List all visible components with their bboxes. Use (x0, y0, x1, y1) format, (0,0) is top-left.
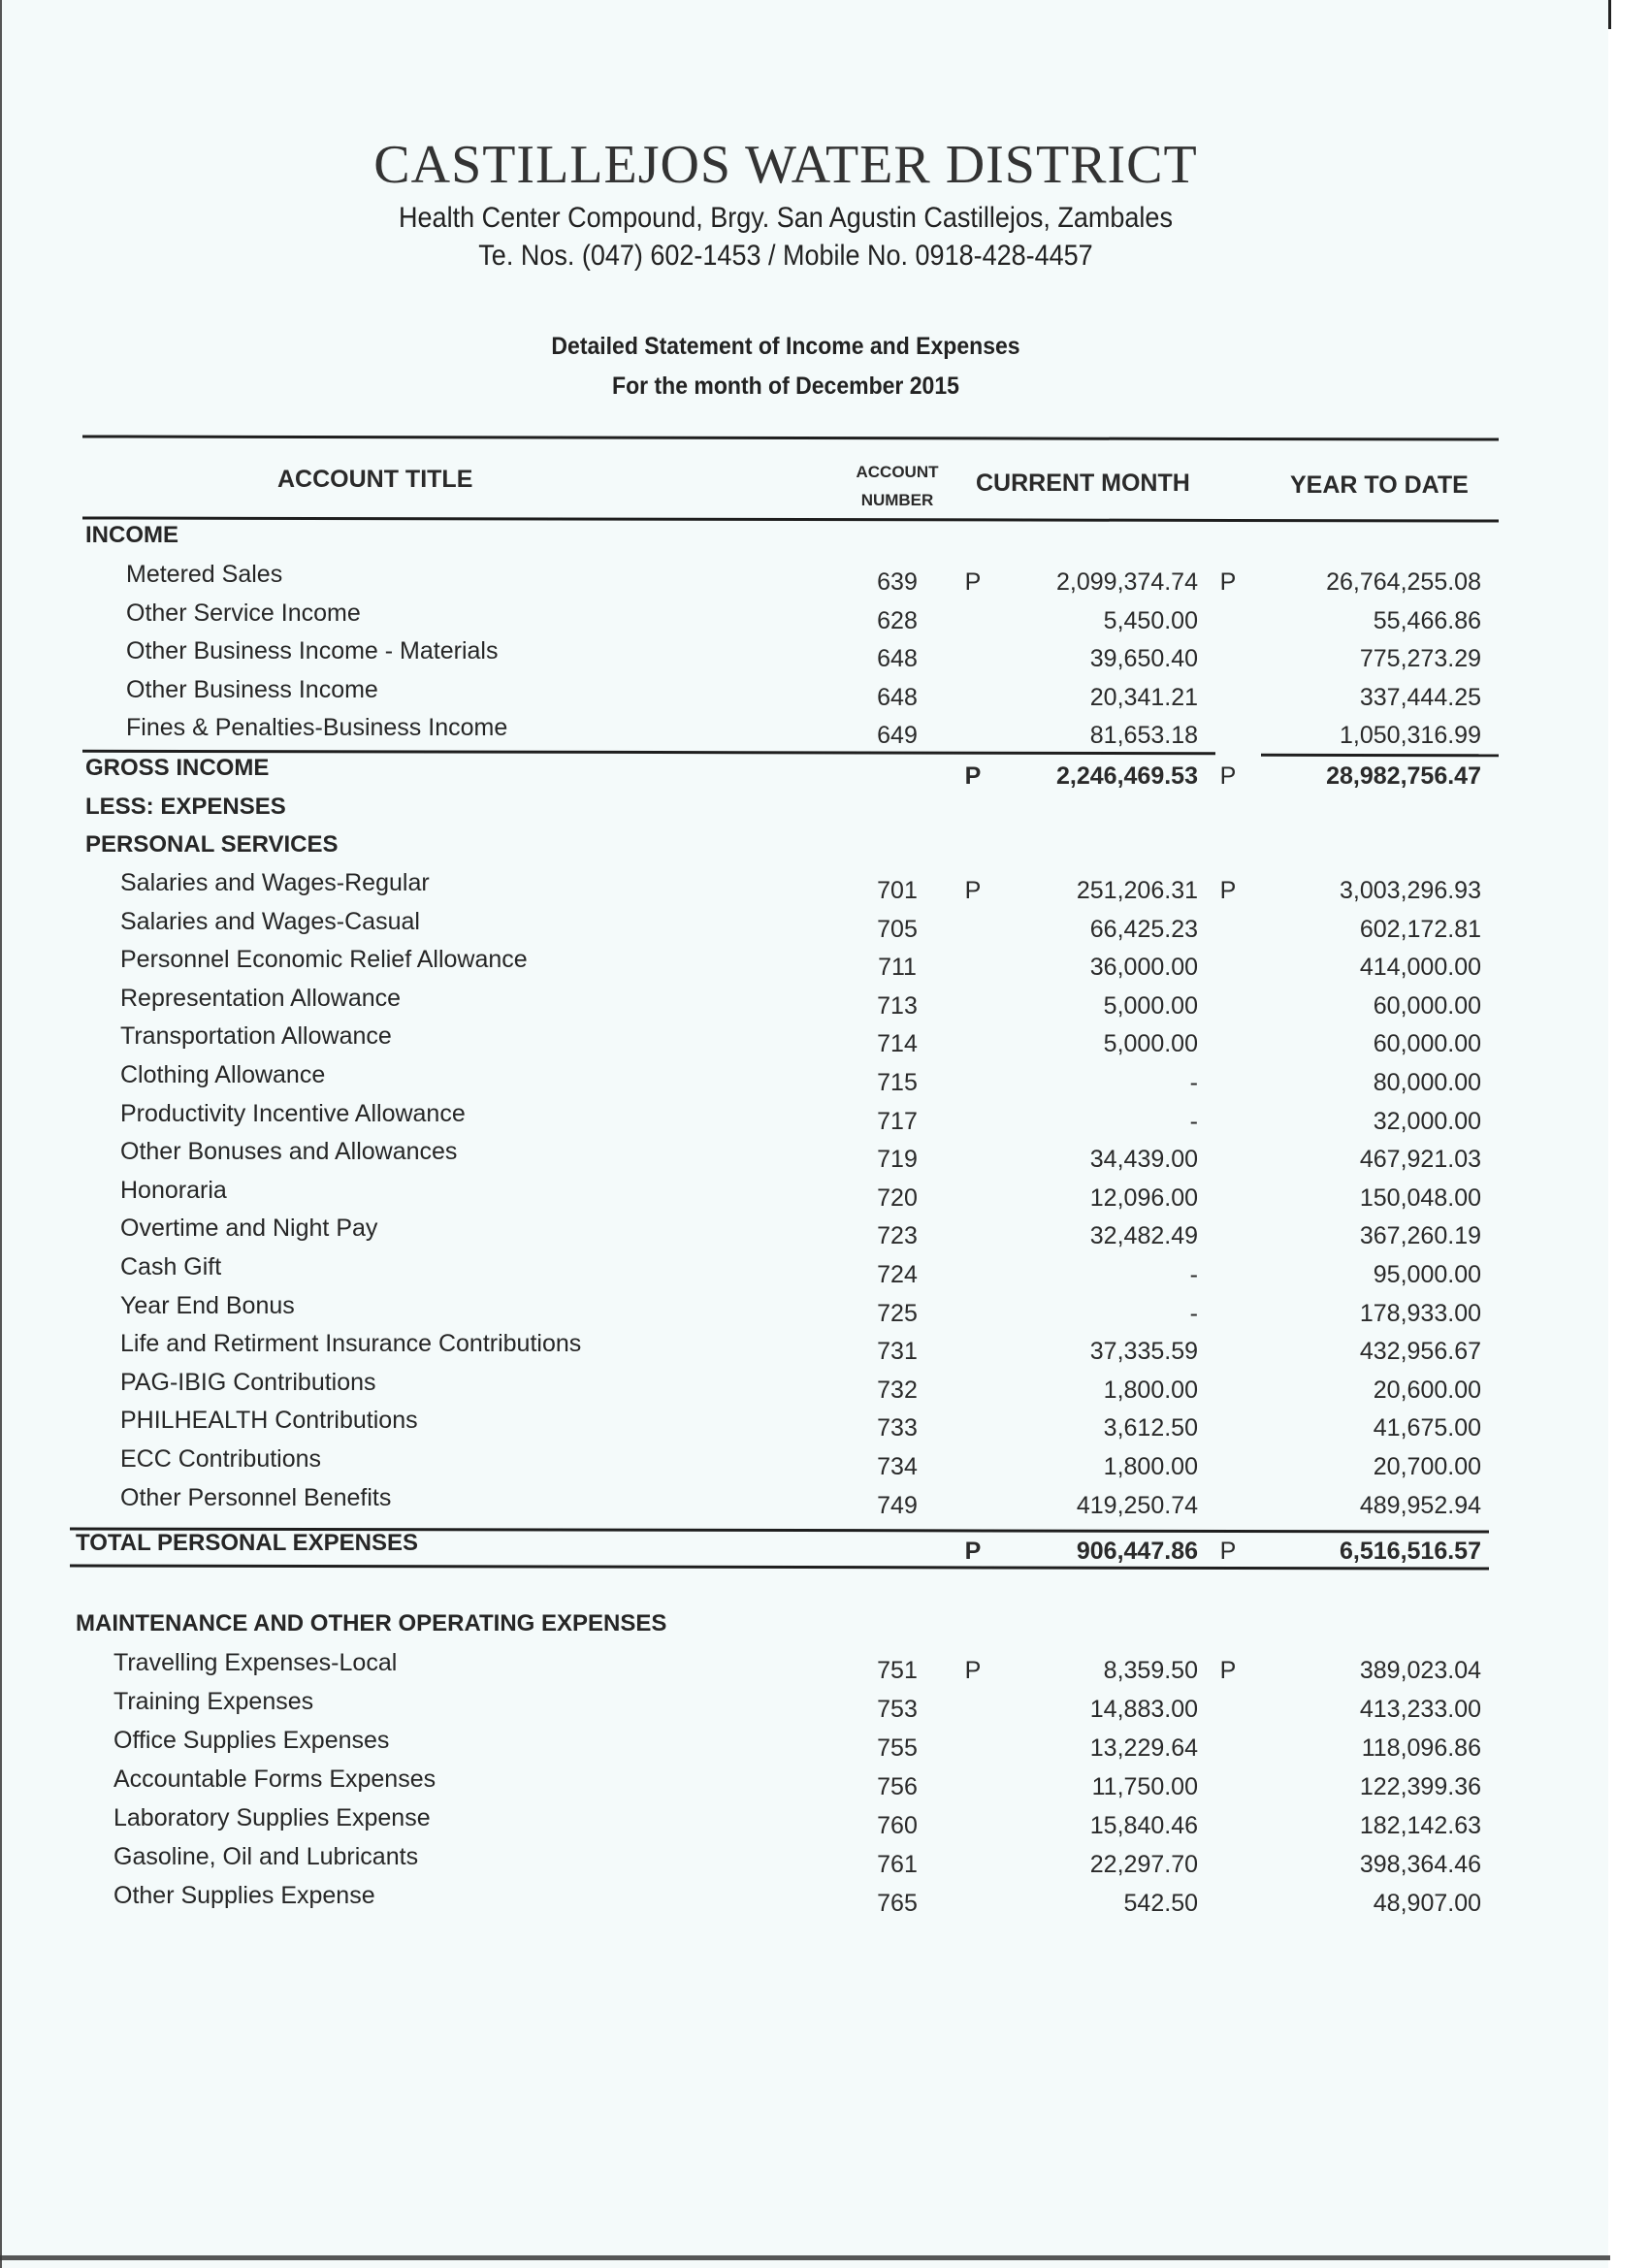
account-number: 761 (877, 1851, 918, 1878)
account-number: 760 (877, 1812, 918, 1839)
section-personal-services-row (0, 831, 1610, 870)
organization-contact: Te. Nos. (047) 602-1453 / Mobile No. 0918-428-4457 (478, 240, 1093, 272)
table-row (0, 1882, 1610, 1921)
total-personal-expenses-year-to-date: 6,516,516.57 (1340, 1538, 1481, 1565)
account-number: 714 (877, 1030, 918, 1058)
account-title: Honoraria (120, 1176, 227, 1204)
table-row (0, 869, 1610, 908)
column-header-account-number-line1: ACCOUNT (856, 463, 939, 481)
year-to-date-amount: 122,399.36 (1359, 1773, 1481, 1800)
currency-marker: P (1219, 568, 1237, 596)
account-title: Other Business Income (126, 675, 378, 703)
currency-marker: P (1219, 1538, 1237, 1565)
current-month-amount: 5,000.00 (1103, 991, 1198, 1020)
year-to-date-amount: 414,000.00 (1359, 954, 1481, 982)
year-to-date-amount: 182,142.63 (1359, 1812, 1481, 1839)
current-month-amount: 32,482.49 (1089, 1222, 1198, 1250)
account-number: 749 (877, 1491, 918, 1519)
current-month-amount: 36,000.00 (1089, 954, 1198, 982)
currency-marker: P (964, 568, 982, 596)
gross-income-current-month: 2,246,469.53 (1056, 762, 1198, 790)
account-number: 715 (877, 1069, 918, 1096)
current-month-amount: 3,612.50 (1103, 1414, 1198, 1442)
gross-income-year-to-date: 28,982,756.47 (1326, 762, 1481, 790)
year-to-date-amount: 389,023.04 (1359, 1657, 1481, 1684)
current-month-amount: 1,800.00 (1103, 1376, 1198, 1404)
current-month-amount: 5,450.00 (1103, 606, 1198, 634)
account-number: 723 (877, 1222, 918, 1250)
table-row (0, 1061, 1610, 1100)
section-mooe-row (0, 1610, 1610, 1649)
column-header-account-number-line2: NUMBER (860, 491, 934, 509)
year-to-date-amount: 398,364.46 (1359, 1851, 1481, 1878)
section-less-expenses: LESS: EXPENSES (85, 794, 286, 820)
currency-marker: P (964, 1538, 982, 1565)
section-income: INCOME (85, 522, 178, 548)
table-row (0, 1100, 1610, 1139)
account-number: 724 (877, 1261, 918, 1288)
current-month-amount: 5,000.00 (1103, 1030, 1198, 1058)
account-title: Productivity Incentive Allowance (120, 1099, 466, 1127)
year-to-date-amount: 489,952.94 (1359, 1491, 1481, 1519)
year-to-date-amount: 178,933.00 (1359, 1299, 1481, 1327)
account-number: 720 (877, 1183, 918, 1212)
account-number: 711 (878, 954, 917, 982)
table-row (0, 1407, 1610, 1445)
table-row (0, 1253, 1610, 1292)
current-month-amount: 15,840.46 (1089, 1812, 1198, 1839)
year-to-date-amount: 80,000.00 (1373, 1069, 1481, 1096)
table-row (0, 637, 1610, 676)
account-number: 753 (877, 1696, 918, 1723)
year-to-date-amount: 20,700.00 (1373, 1453, 1481, 1480)
currency-marker: P (964, 762, 982, 790)
account-title: Salaries and Wages-Casual (120, 907, 420, 935)
account-title: Metered Sales (126, 561, 283, 588)
table-row (0, 1177, 1610, 1215)
account-title: Gasoline, Oil and Lubricants (113, 1843, 419, 1870)
account-number: 733 (877, 1414, 918, 1442)
account-title: Travelling Expenses-Local (113, 1649, 398, 1676)
table-row (0, 1484, 1610, 1523)
year-to-date-amount: 55,466.86 (1373, 606, 1481, 634)
account-number: 751 (877, 1657, 918, 1684)
year-to-date-amount: 60,000.00 (1373, 1030, 1481, 1058)
current-month-amount: 251,206.31 (1076, 877, 1198, 904)
account-title: Accountable Forms Expenses (113, 1766, 436, 1793)
section-income-row (0, 522, 1610, 561)
current-month-amount: 20,341.21 (1089, 683, 1198, 711)
table-row (0, 1330, 1610, 1369)
year-to-date-amount: 26,764,255.08 (1326, 568, 1481, 596)
table-row (0, 985, 1610, 1023)
year-to-date-amount: 432,956.67 (1359, 1338, 1481, 1366)
current-month-amount: - (1189, 1107, 1198, 1135)
account-number: 755 (877, 1734, 918, 1762)
account-number: 713 (877, 991, 918, 1020)
account-number: 649 (877, 722, 918, 749)
account-number: 648 (877, 683, 918, 711)
account-number: 731 (877, 1338, 918, 1366)
current-month-amount: - (1189, 1261, 1198, 1288)
table-row (0, 1445, 1610, 1484)
account-title: Laboratory Supplies Expense (113, 1804, 431, 1831)
table-row (0, 599, 1610, 638)
currency-marker: P (964, 877, 982, 904)
table-row (0, 676, 1610, 715)
table-row (0, 1369, 1610, 1408)
table-row (0, 1766, 1610, 1804)
account-number: 732 (877, 1376, 918, 1404)
section-less-expenses-row (0, 794, 1610, 832)
current-month-amount: 8,359.50 (1103, 1657, 1198, 1684)
account-title: Other Bonuses and Allowances (120, 1138, 458, 1166)
year-to-date-amount: 60,000.00 (1373, 991, 1481, 1020)
table-row (0, 946, 1610, 985)
section-personal-services: PERSONAL SERVICES (85, 831, 339, 858)
account-number: 756 (877, 1773, 918, 1800)
account-number: 648 (877, 645, 918, 672)
organization-name: CASTILLEJOS WATER DISTRICT (373, 135, 1198, 195)
account-title: Other Service Income (126, 599, 361, 627)
account-title: Fines & Penalties-Business Income (126, 714, 508, 741)
account-title: Representation Allowance (120, 984, 402, 1012)
year-to-date-amount: 3,003,296.93 (1340, 877, 1481, 904)
gross-income-label: GROSS INCOME (85, 755, 270, 781)
year-to-date-amount: 367,260.19 (1359, 1222, 1481, 1250)
current-month-amount: 66,425.23 (1089, 915, 1198, 943)
currency-marker: P (964, 1657, 982, 1684)
statement-period: For the month of December 2015 (612, 373, 959, 400)
account-title: ECC Contributions (120, 1445, 322, 1473)
year-to-date-amount: 150,048.00 (1359, 1183, 1481, 1212)
current-month-amount: 22,297.70 (1089, 1851, 1198, 1878)
current-month-amount: 34,439.00 (1089, 1146, 1198, 1174)
scan-edge-bottom (0, 2255, 1610, 2260)
currency-marker: P (1219, 1657, 1237, 1684)
account-number: 734 (877, 1453, 918, 1480)
account-title: Office Supplies Expenses (113, 1727, 390, 1754)
year-to-date-amount: 413,233.00 (1359, 1696, 1481, 1723)
current-month-amount: 14,883.00 (1089, 1696, 1198, 1723)
column-header-account-number (850, 458, 945, 514)
current-month-amount: 11,750.00 (1091, 1773, 1198, 1800)
table-row (0, 1727, 1610, 1766)
table-row (0, 1649, 1610, 1688)
year-to-date-amount: 775,273.29 (1359, 645, 1481, 672)
current-month-amount: 37,335.59 (1089, 1338, 1198, 1366)
current-month-amount: 12,096.00 (1089, 1183, 1198, 1212)
year-to-date-amount: 337,444.25 (1359, 683, 1481, 711)
table-row (0, 1292, 1610, 1331)
column-header-current-month: CURRENT MONTH (976, 470, 1190, 497)
account-title: Clothing Allowance (120, 1061, 326, 1088)
current-month-amount: 39,650.40 (1089, 645, 1198, 672)
account-number: 628 (877, 606, 918, 634)
year-to-date-amount: 41,675.00 (1373, 1414, 1481, 1442)
account-number: 719 (877, 1146, 918, 1174)
total-personal-expenses-label: TOTAL PERSONAL EXPENSES (76, 1530, 418, 1556)
account-number: 701 (877, 877, 918, 904)
account-title: Training Expenses (113, 1688, 314, 1715)
year-to-date-amount: 1,050,316.99 (1340, 722, 1481, 749)
year-to-date-amount: 20,600.00 (1373, 1376, 1481, 1404)
account-title: Salaries and Wages-Regular (120, 869, 430, 896)
current-month-amount: - (1189, 1069, 1198, 1096)
current-month-amount: - (1189, 1299, 1198, 1327)
account-number: 725 (877, 1299, 918, 1327)
account-title: Year End Bonus (120, 1291, 295, 1319)
column-header-year-to-date: YEAR TO DATE (1290, 471, 1469, 499)
account-title: PAG-IBIG Contributions (120, 1368, 376, 1396)
table-row (0, 1688, 1610, 1727)
year-to-date-amount: 32,000.00 (1373, 1107, 1481, 1135)
table-row (0, 1804, 1610, 1843)
account-title: PHILHEALTH Contributions (120, 1407, 418, 1435)
currency-marker: P (1219, 762, 1237, 790)
account-title: Overtime and Night Pay (120, 1215, 378, 1243)
account-number: 639 (877, 568, 918, 596)
total-personal-expenses-current-month: 906,447.86 (1076, 1538, 1198, 1565)
scan-edge-right (1608, 0, 1649, 2268)
current-month-amount: 419,250.74 (1076, 1491, 1198, 1519)
account-title: Cash Gift (120, 1253, 222, 1280)
section-mooe: MAINTENANCE AND OTHER OPERATING EXPENSES (76, 1610, 667, 1636)
account-title: Transportation Allowance (120, 1022, 392, 1051)
table-top-rule (82, 435, 1499, 440)
current-month-amount: 2,099,374.74 (1056, 568, 1198, 596)
current-month-amount: 1,800.00 (1103, 1453, 1198, 1480)
current-month-amount: 542.50 (1123, 1890, 1198, 1917)
table-row (0, 561, 1610, 599)
account-title: Personnel Economic Relief Allowance (120, 946, 528, 974)
table-row (0, 908, 1610, 947)
account-number: 705 (877, 915, 918, 943)
statement-title: Detailed Statement of Income and Expenses (551, 333, 1020, 360)
account-number: 765 (877, 1890, 918, 1917)
table-row (0, 1215, 1610, 1253)
table-row (0, 1843, 1610, 1882)
year-to-date-amount: 467,921.03 (1359, 1146, 1481, 1174)
account-title: Life and Retirment Insurance Contributions (120, 1330, 582, 1358)
table-row (0, 1138, 1610, 1177)
account-number: 717 (877, 1107, 918, 1135)
current-month-amount: 81,653.18 (1089, 722, 1198, 749)
account-title: Other Business Income - Materials (126, 637, 499, 664)
year-to-date-amount: 118,096.86 (1361, 1734, 1481, 1762)
column-header-account-title: ACCOUNT TITLE (277, 466, 473, 493)
gross-income-row (0, 755, 1610, 794)
account-title: Other Personnel Benefits (120, 1483, 392, 1511)
year-to-date-amount: 48,907.00 (1373, 1890, 1481, 1917)
account-title: Other Supplies Expense (113, 1882, 375, 1909)
table-row (0, 1022, 1610, 1061)
table-row (0, 714, 1610, 753)
year-to-date-amount: 95,000.00 (1373, 1261, 1481, 1288)
year-to-date-amount: 602,172.81 (1359, 915, 1481, 943)
current-month-amount: 13,229.64 (1089, 1734, 1198, 1762)
currency-marker: P (1219, 877, 1237, 904)
organization-address: Health Center Compound, Brgy. San Agustin Castillejos, Zambales (399, 202, 1173, 234)
total-personal-expenses-row (0, 1530, 1610, 1569)
